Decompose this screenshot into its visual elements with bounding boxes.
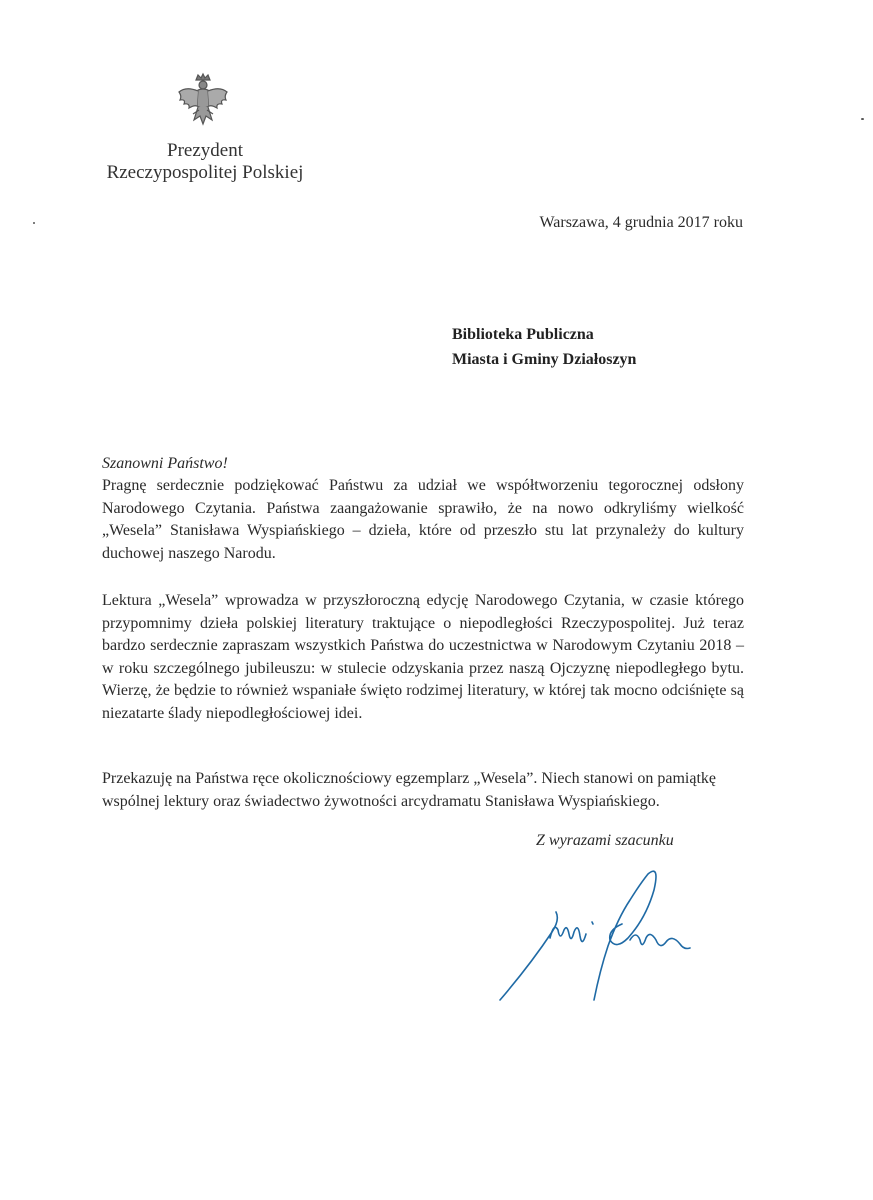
letterhead-title-line1: Prezydent: [167, 140, 243, 161]
letter-date: Warszawa, 4 grudnia 2017 roku: [539, 214, 743, 231]
scan-speck: [861, 118, 864, 120]
recipient-address: [452, 322, 636, 372]
letterhead-title: [100, 140, 310, 184]
salutation: Szanowni Państwo!: [102, 455, 228, 472]
closing-phrase: Z wyrazami szacunku: [536, 832, 674, 849]
handwritten-signature-icon: [490, 860, 700, 1010]
body-paragraph-3: Przekazuję na Państwa ręce okolicznościowy egzemplarz „Wesela”. Niech stanowi on pamiątkę wspólnej lektury oraz świadectwo żywotności arcydramatu Stanisława Wyspiańskiego.: [102, 770, 717, 810]
body-paragraph-2: Lektura „Wesela” wprowadza w przyszłoroczną edycję Narodowego Czytania, w czasie którego przypomnimy dzieła polskiej literatury traktujące o niepodległości Rzeczypospolitej. Już teraz bardzo serdecznie zapraszam wszystkich Państwa do uczestnictwa w Narodowym Czytaniu 2018 – w roku szczególnego jubileuszu: w stulecie odzyskania przez naszą Ojczyznę niepodległego bytu. Wierzę, że będzie to również wspaniałe święto rodzimej literatury, w której tak mocno odciśnięte są niezatarte ślady niepodległościowej idei.: [102, 592, 744, 722]
scan-speck: [33, 222, 35, 224]
body-paragraph-1: Pragnę serdecznie podziękować Państwu za udział we współtworzeniu tegorocznej odsłony Narodowego Czytania. Państwa zaangażowanie sprawiło, że na nowo odkryliśmy wielkość „Wesela” Stanisława Wyspiańskiego – dzieła, które od przeszło stu lat przynależy do kultury duchowej naszego Narodu.: [102, 477, 744, 562]
recipient-line1: Biblioteka Publiczna: [452, 326, 594, 343]
recipient-line2: Miasta i Gminy Działoszyn: [452, 351, 637, 368]
letterhead-title-line2: Rzeczypospolitej Polskiej: [106, 162, 304, 183]
eagle-emblem-icon: [176, 72, 230, 130]
